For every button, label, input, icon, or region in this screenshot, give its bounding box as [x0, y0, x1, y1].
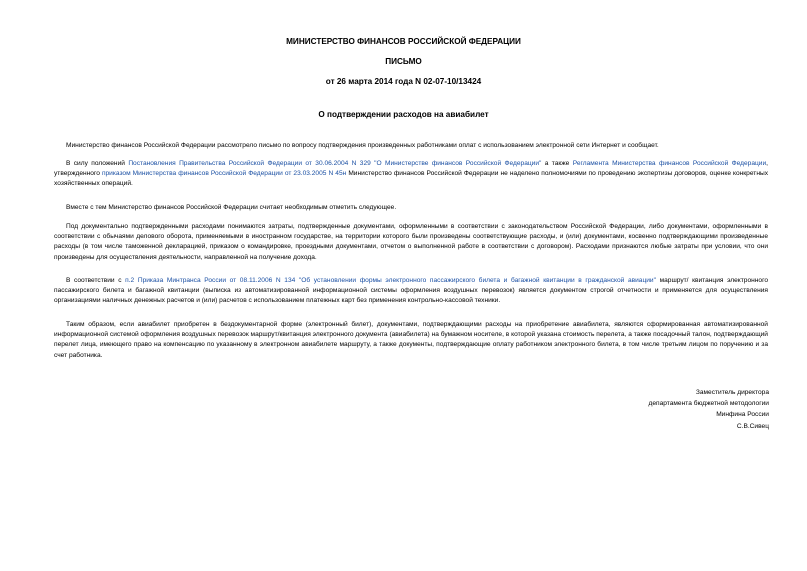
paragraph-2-text-4: Министерство финансов Российской Федерации не наделено полномочиями по проведению экспертизы договоров, оценке конкретных хозяйственных операций. — [54, 170, 768, 188]
ministry-title: МИНИСТЕРСТВО ФИНАНСОВ РОССИЙСКОЙ ФЕДЕРАЦИИ — [286, 37, 521, 46]
link-mintrans-order[interactable]: п.2 Приказа Минтранса России от 08.11.2006 N 134 "Об установлении формы электронного пассажирского билета и багажной квитанции в гражданской авиации" — [125, 277, 656, 284]
document-subject: О подтверждении расходов на авиабилет — [318, 110, 489, 119]
signature-block — [649, 387, 769, 432]
paragraph-2 — [54, 159, 768, 190]
link-ministry-regulation[interactable]: Регламента Министерства финансов Российской Федерации — [572, 160, 767, 167]
paragraph-2-text-1: В силу положений — [66, 160, 129, 167]
signature-department: департамента бюджетной методологии — [648, 400, 769, 408]
paragraph-6: Таким образом, если авиабилет приобретен в бездокументарной форме (электронный билет), документами, подтверждающими расходы на приобретение авиабилета, являются сформированная автоматизированной информационной системой оформления воздушных перевозок маршрут/квитанция электронного документа (авиабилета) на бумажном носителе, в которой указана стоимость перелета, а также посадочный талон, подтверждающий перелет лица, имеющего право на компенсацию по указанному в электронном авиабилете маршруту, а также документы, подтверждающие оплату работником электронного билета, в том числе третьим лицом по поручению и за счет работника. — [54, 321, 768, 359]
signature-position: Заместитель директора — [695, 389, 769, 396]
paragraph-2-text-2: а также — [541, 160, 573, 167]
paragraph-5-text-2: маршрут/ квитанция электронного пассажирского билета и багажной квитанции (выписка из автоматизированной информационной системы оформления воздушных перевозок) является документом строгой отчетности и применяется для осуществления организациями наличных денежных расчетов и (или) расчетов с использованием платежных карт без применения контрольно-кассовой техники. — [54, 277, 768, 305]
paragraph-3: Вместе с тем Министерство финансов Российской Федерации считает необходимым отметить следующее. — [66, 204, 397, 211]
document-type: ПИСЬМО — [385, 57, 422, 66]
paragraph-5-text-1: В соответствии с — [66, 277, 126, 284]
document-date-number: от 26 марта 2014 года N 02-07-10/13424 — [325, 77, 482, 86]
paragraph-5 — [54, 276, 768, 307]
paragraph-1: Министерство финансов Российской Федерации рассмотрело письмо по вопросу подтверждения произведенных работниками оплат с использованием электронной сети Интернет и сообщает. — [66, 142, 659, 149]
link-ministry-order[interactable]: приказом Министерства финансов Российской Федерации от 23.03.2005 N 45н — [101, 170, 347, 178]
paragraph-4: Под документально подтвержденными расходами понимаются затраты, подтвержденные документами, оформленными в соответствии с законодательством Российской Федерации, либо документами, оформленными в соответствии с обычаями делового оборота, применяемыми в иностранном государстве, на территории которого были произведены соответствующие расходы, и (или) документами, косвенно подтверждающими произведенные расходы (в том числе таможенной декларацией, приказом о командировке, проездными документами, отчетом о выполненной работе в соответствии с договором). Расходами признаются любые затраты при условии, что они произведены для осуществления деятельности, направленной на получение дохода. — [54, 223, 768, 261]
signature-name: С.В.Сивец — [736, 422, 769, 430]
signature-organization: Минфина России — [716, 411, 769, 419]
paragraph-2-text-3: , утвержденного — [54, 160, 768, 178]
link-government-decree[interactable]: Постановления Правительства Российской Федерации от 30.06.2004 N 329 "О Министерстве финансов Российской Федерации" — [128, 160, 542, 167]
